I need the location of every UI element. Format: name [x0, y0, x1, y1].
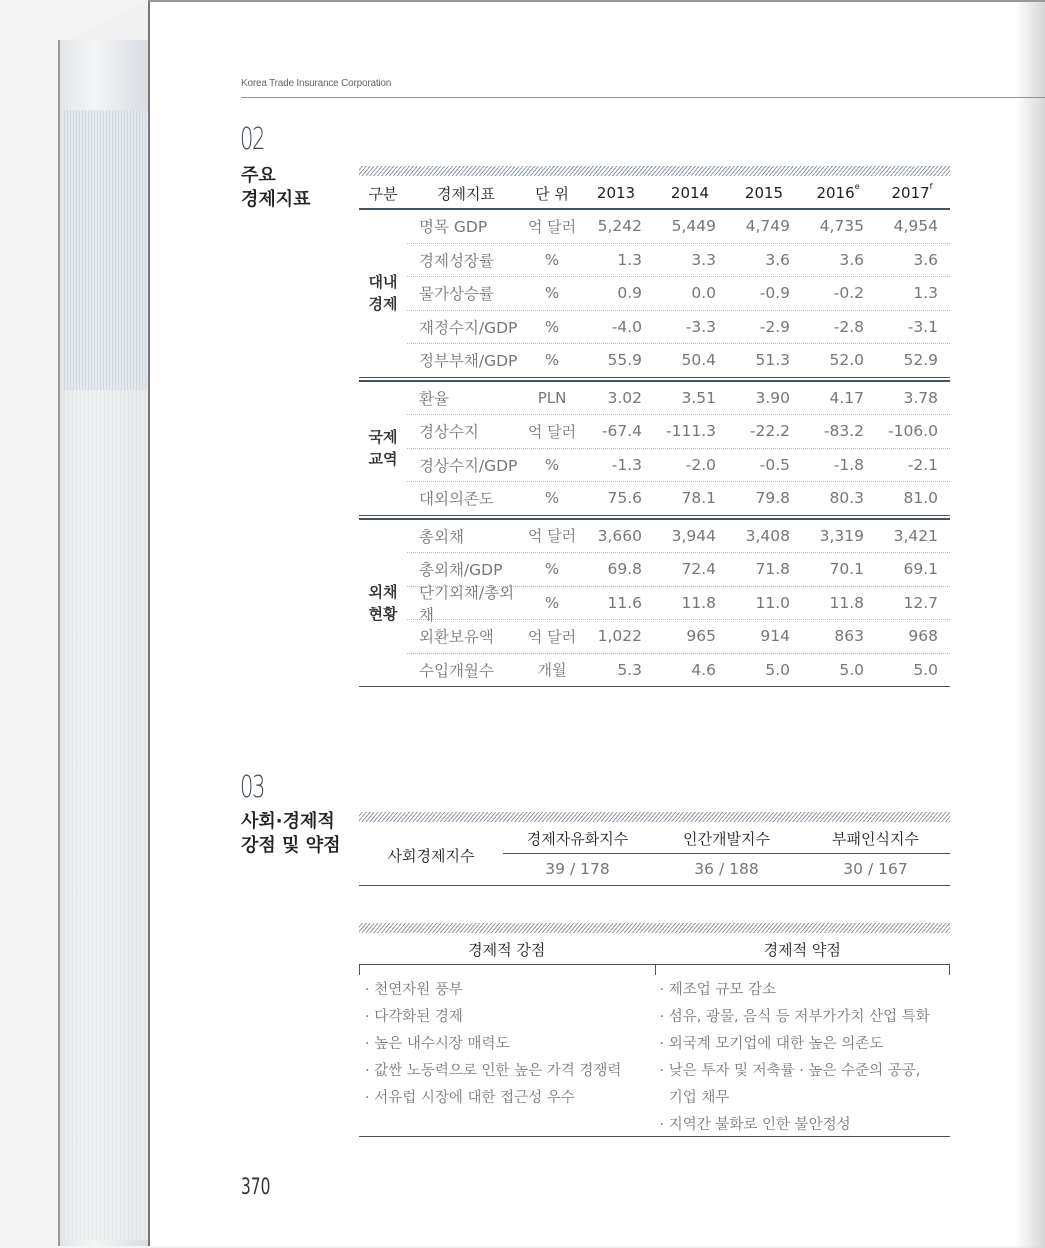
indicator-value: 4,749 [745, 217, 790, 236]
group-label [359, 382, 407, 515]
group-label-line: 외채 [368, 582, 398, 601]
weakness-item: 기업 채무 [659, 1090, 730, 1106]
indicator-value: 914 [760, 627, 790, 646]
indicator-value: 5,449 [671, 217, 716, 236]
indicator-value: 3.6 [913, 250, 938, 269]
table-group [359, 210, 950, 378]
indicator-unit: % [544, 489, 560, 508]
bracket-tick [359, 964, 360, 975]
indicator-value: -2.9 [759, 317, 790, 336]
group-label [359, 520, 407, 687]
weakness-item: · 제조업 규모 감소 [659, 982, 776, 998]
weaknesses-title: 경제적 약점 [763, 941, 841, 959]
group-label-line: 국제 [368, 428, 398, 446]
indicator-value: 52.9 [903, 351, 938, 370]
book-page-edges-lower [64, 390, 148, 1240]
indicator-value: 0.0 [691, 284, 716, 303]
bracket-tick [655, 964, 656, 975]
indicator-value: 5.0 [839, 660, 864, 679]
indicator-value: 81.0 [903, 489, 938, 508]
indicator-value: 4,735 [819, 217, 864, 236]
indicator-value: 1,022 [597, 627, 642, 646]
strengths-title: 경제적 강점 [468, 941, 546, 959]
indicator-value: -3.3 [685, 317, 716, 336]
weaknesses-list [656, 977, 951, 1136]
indicator-value: -83.2 [823, 422, 864, 441]
indicator-name: 경제성장률 [419, 251, 494, 270]
indicator-unit: 개월 [537, 661, 567, 680]
section-title [241, 164, 311, 212]
table-row [407, 449, 950, 483]
indicator-unit: % [544, 317, 560, 336]
strength-item: · 다각화된 경제 [365, 1009, 463, 1025]
indicator-value: 50.4 [681, 351, 716, 370]
indicator-name: 물가상승률 [419, 285, 494, 304]
indicator-value: -1.3 [611, 455, 642, 474]
indicator-unit: % [544, 455, 560, 474]
indicator-value: 3.6 [765, 250, 790, 269]
book-edge-line [58, 40, 60, 1246]
indicator-value: 3.3 [691, 250, 716, 269]
indicator-value: 69.8 [607, 560, 642, 579]
indicator-value: 3,660 [597, 526, 642, 545]
indicator-value: -2.8 [833, 317, 864, 336]
group-label-line: 현황 [368, 604, 398, 623]
indicator-value: 1.3 [617, 250, 642, 269]
table-row [407, 583, 950, 624]
table-row [407, 311, 950, 345]
indicator-value: -0.2 [833, 284, 864, 303]
book-page-edges [64, 110, 148, 390]
table-body [359, 210, 950, 687]
bracket-tick [949, 964, 950, 975]
table-group [359, 518, 950, 688]
section-title-line: 주요 [241, 165, 276, 186]
indicator-unit: PLN [537, 388, 567, 407]
table-row [407, 277, 950, 311]
page-number: 370 [241, 1175, 271, 1200]
table-row [407, 520, 950, 554]
indicator-value: -2.0 [685, 455, 716, 474]
section-title-line: 경제지표 [241, 189, 311, 210]
indicator-value: 968 [908, 627, 938, 646]
hatch-bar [359, 166, 950, 176]
header-year: 2014 [670, 184, 710, 202]
indicator-value: 0.9 [617, 284, 642, 303]
indicator-value: -0.5 [759, 455, 790, 474]
indicator-value: 69.1 [903, 560, 938, 579]
indicator-value: 863 [834, 627, 864, 646]
indicator-value: -111.3 [666, 422, 716, 441]
indicator-unit: 억 달러 [527, 217, 577, 236]
indicator-name: 총외채 [419, 527, 464, 546]
table-row [407, 210, 950, 244]
indicator-value: 12.7 [903, 593, 938, 612]
header-year [875, 184, 949, 202]
indicator-value: 5.3 [617, 660, 642, 679]
indicator-value: 3.78 [903, 388, 938, 407]
header-indicator: 경제지표 [437, 184, 495, 203]
indicator-value: 52.0 [829, 351, 864, 370]
group-label-line: 교역 [368, 450, 398, 468]
year-text: 2017 [891, 184, 930, 202]
year-text: 2016 [816, 184, 855, 202]
social-index-label: 사회경제지수 [387, 847, 475, 865]
indicator-value: 11.0 [755, 593, 790, 612]
index-column [801, 826, 950, 885]
index-value: 36 / 188 [694, 860, 759, 878]
indicator-name: 대외의존도 [419, 490, 494, 509]
indicator-name: 재정수지/GDP [419, 318, 518, 337]
indicator-unit: 억 달러 [527, 627, 577, 646]
indicator-value: 5,242 [597, 217, 642, 236]
group-label-line: 대내 [368, 273, 398, 292]
indicator-value: 70.1 [829, 560, 864, 579]
indicator-value: 3,944 [671, 526, 716, 545]
indicator-value: 4.6 [691, 660, 716, 679]
index-value: 39 / 178 [545, 860, 610, 878]
strengths-weaknesses-table [359, 938, 950, 1137]
indicator-name: 외환보유액 [419, 628, 494, 647]
table-group [359, 380, 950, 516]
indicator-value: -0.9 [759, 284, 790, 303]
indicator-value: 3.02 [607, 388, 642, 407]
indicator-unit: % [544, 250, 560, 269]
weakness-item: · 외국계 모기업에 대한 높은 의존도 [659, 1036, 884, 1052]
social-index-table [359, 826, 950, 886]
indicator-unit: % [544, 351, 560, 370]
estimate-mark: e [854, 182, 860, 191]
indicator-value: -22.2 [749, 422, 790, 441]
header-year [801, 184, 875, 202]
table-row [407, 382, 950, 416]
section-number: 03 [240, 770, 264, 805]
indicator-value: 4.17 [829, 388, 864, 407]
hatch-bar [359, 923, 950, 933]
header-group: 구분 [368, 184, 398, 203]
indicator-name: 경상수지 [419, 423, 479, 442]
header-year: 2013 [596, 184, 636, 202]
indicator-value: 3,319 [819, 526, 864, 545]
indicator-value: 55.9 [607, 351, 642, 370]
indicator-value: -106.0 [888, 422, 938, 441]
indicator-value: 72.4 [681, 560, 716, 579]
indicator-value: 71.8 [755, 560, 790, 579]
indicator-value: 1.3 [913, 284, 938, 303]
table-row [407, 244, 950, 278]
strength-item: · 서유럽 시장에 대한 접근성 우수 [365, 1090, 575, 1106]
economic-indicators-table [359, 178, 950, 687]
indicator-unit: % [544, 560, 560, 579]
indicator-value: 11.8 [829, 593, 864, 612]
indicator-value: 11.6 [607, 593, 642, 612]
indicator-value: -4.0 [611, 317, 642, 336]
index-name: 부패인식지수 [801, 826, 950, 854]
indicator-value: 4,954 [893, 217, 938, 236]
hatch-bar [359, 812, 950, 822]
section-title-line: 사회·경제적 [241, 811, 335, 832]
weakness-item: · 낮은 투자 및 저축률 · 높은 수준의 공공, [659, 1063, 921, 1079]
indicator-value: -67.4 [601, 422, 642, 441]
indicator-name: 명목 GDP [419, 218, 488, 237]
index-name: 경제자유화지수 [503, 826, 652, 854]
group-label-line: 경제 [368, 295, 398, 314]
indicator-value: 3,408 [745, 526, 790, 545]
indicator-value: 11.8 [681, 593, 716, 612]
indicator-value: 51.3 [755, 351, 790, 370]
indicator-unit: 억 달러 [527, 527, 577, 546]
indicator-value: 965 [686, 627, 716, 646]
indicator-value: 5.0 [765, 660, 790, 679]
indicator-value: 75.6 [607, 489, 642, 508]
page-gutter-shade [1015, 2, 1045, 1248]
header-rule [241, 97, 1045, 98]
indicator-value: 80.3 [829, 489, 864, 508]
indicator-name: 총외채/GDP [419, 561, 503, 580]
indicator-unit: % [544, 593, 560, 612]
indicator-value: 78.1 [681, 489, 716, 508]
table-row [407, 654, 950, 687]
section-title-line: 강점 및 약점 [241, 835, 341, 856]
indicator-name: 경상수지/GDP [419, 456, 518, 475]
header-year: 2015 [744, 184, 784, 202]
index-column [652, 826, 801, 885]
indicator-name: 수입개월수 [419, 661, 494, 680]
indicator-value: 3.90 [755, 388, 790, 407]
index-column [503, 826, 652, 885]
header-unit: 단 위 [535, 184, 569, 203]
index-value: 30 / 167 [843, 860, 908, 878]
indicator-value: -1.8 [833, 455, 864, 474]
section-title [241, 810, 340, 858]
indicator-value: -2.1 [907, 455, 938, 474]
indicator-name: 정부부채/GDP [419, 352, 518, 371]
indicator-name: 환율 [419, 389, 449, 408]
section-number: 02 [240, 122, 264, 157]
table-row [407, 482, 950, 515]
table-row [407, 620, 950, 654]
weakness-item: · 섬유, 광물, 음식 등 저부가가치 산업 특화 [659, 1009, 930, 1025]
table-row [407, 415, 950, 449]
indicator-unit: % [544, 284, 560, 303]
indicator-value: -3.1 [907, 317, 938, 336]
running-head: Korea Trade Insurance Corporation [241, 78, 392, 89]
strength-item: · 높은 내수시장 매력도 [365, 1036, 510, 1052]
table-row [407, 344, 950, 377]
group-label [359, 210, 407, 377]
strengths-list [359, 977, 656, 1136]
index-name: 인간개발지수 [652, 826, 801, 854]
indicator-value: 79.8 [755, 489, 790, 508]
table-header [359, 178, 950, 210]
strength-item: · 값싼 노동력으로 인한 높은 가격 경쟁력 [365, 1063, 622, 1079]
indicator-name: 단기외채/총외채 [419, 583, 515, 624]
indicator-value: 5.0 [913, 660, 938, 679]
indicator-value: 3,421 [893, 526, 938, 545]
indicator-value: 3.51 [681, 388, 716, 407]
strength-item: · 천연자원 풍부 [365, 982, 463, 998]
weakness-item: · 지역간 불화로 인한 불안정성 [659, 1117, 851, 1133]
indicator-unit: 억 달러 [527, 422, 577, 441]
indicator-value: 3.6 [839, 250, 864, 269]
forecast-mark: f [929, 182, 933, 191]
